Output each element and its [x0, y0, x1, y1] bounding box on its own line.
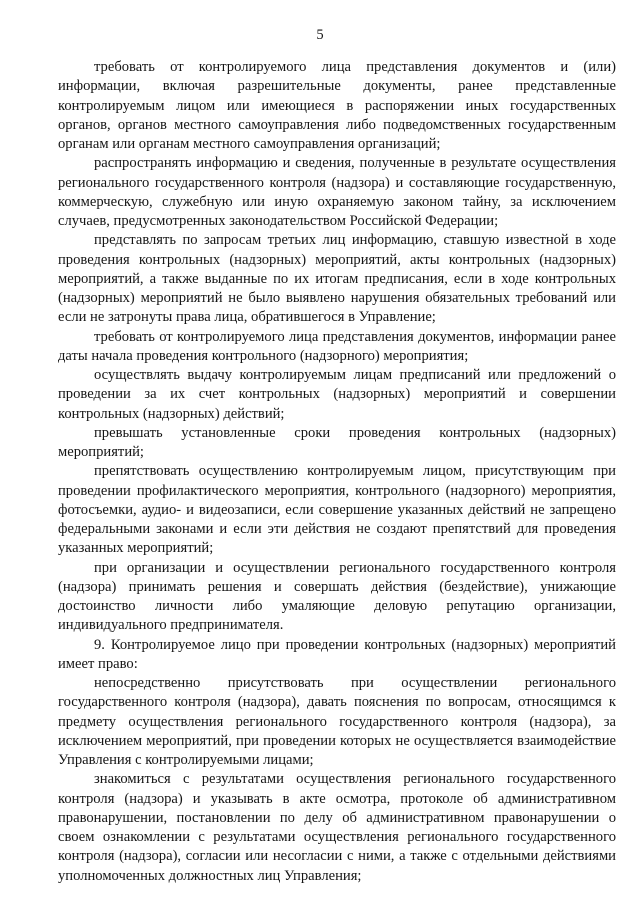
- document-body: [58, 58, 616, 886]
- paragraph: непосредственно присутствовать при осуществлении регионального государственного контроля (надзора), давать пояснения по вопросам, относящимся к предмету осуществления регионального государственного контроля (надзора), за исключением мероприятий, при проведении которых не осуществляется взаимодействие Управления с контролируемыми лицами;: [58, 675, 616, 768]
- paragraph: препятствовать осуществлению контролируемым лицом, присутствующим при проведении профилактического мероприятия, контрольного (надзорного) мероприятия, фотосъемки, аудио- и видеозаписи, если совершение указанных действий не запрещено федеральными законами и если эти действия не создают препятствий для проведения указанных мероприятий;: [58, 463, 616, 557]
- paragraph: требовать от контролируемого лица представления документов, информации ранее даты начала проведения контрольного (надзорного) мероприятия;: [58, 328, 616, 364]
- paragraph: знакомиться с результатами осуществления регионального государственного контроля (надзора) и указывать в акте осмотра, протоколе об административном правонарушении, постановлении по делу об административном правонарушении о своем ознакомлении с результатами осуществления регионального государственного контроля (надзора), согласии или несогласии с ними, а также с отдельными действиями уполномоченных должностных лиц Управления;: [58, 771, 616, 884]
- paragraph: превышать установленные сроки проведения контрольных (надзорных) мероприятий;: [58, 424, 616, 460]
- paragraph: требовать от контролируемого лица представления документов и (или) информации, включая разрешительные документы, ранее представленные контролируемым лицом или имеющиеся в распоряжении иных государственных органов, органов местного самоуправления либо подведомственных государственным органам или органам местного самоуправления организаций;: [58, 59, 616, 152]
- paragraph: при организации и осуществлении регионального государственного контроля (надзора) принимать решения и совершать действия (бездействие), унижающие достоинство личности либо умаляющие деловую репутацию организации, индивидуального предпринимателя.: [58, 559, 616, 634]
- page-number: 5: [316, 27, 324, 43]
- paragraph: представлять по запросам третьих лиц информацию, ставшую известной в ходе проведения контрольных (надзорных) мероприятий, акты контрольных (надзорных) мероприятий, а также выданные по их итогам предписания, если в ходе контрольных (надзорных) мероприятий не было выявлено нарушения обязательных требований или если не затронуты права лица, обратившегося в Управление;: [58, 232, 616, 326]
- section-9-heading: 9. Контролируемое лицо при проведении контрольных (надзорных) мероприятий имеет право:: [58, 636, 616, 672]
- paragraph: осуществлять выдачу контролируемым лицам предписаний или предложений о проведении за их счет контрольных (надзорных) мероприятий и совершении контрольных (надзорных) действий;: [58, 367, 616, 422]
- paragraph: распространять информацию и сведения, полученные в результате осуществления регионального государственного контроля (надзора) и составляющие государственную, коммерческую, служебную или иную охраняемую законом тайну, за исключением случаев, предусмотренных законодательством Российской Федерации;: [58, 155, 616, 229]
